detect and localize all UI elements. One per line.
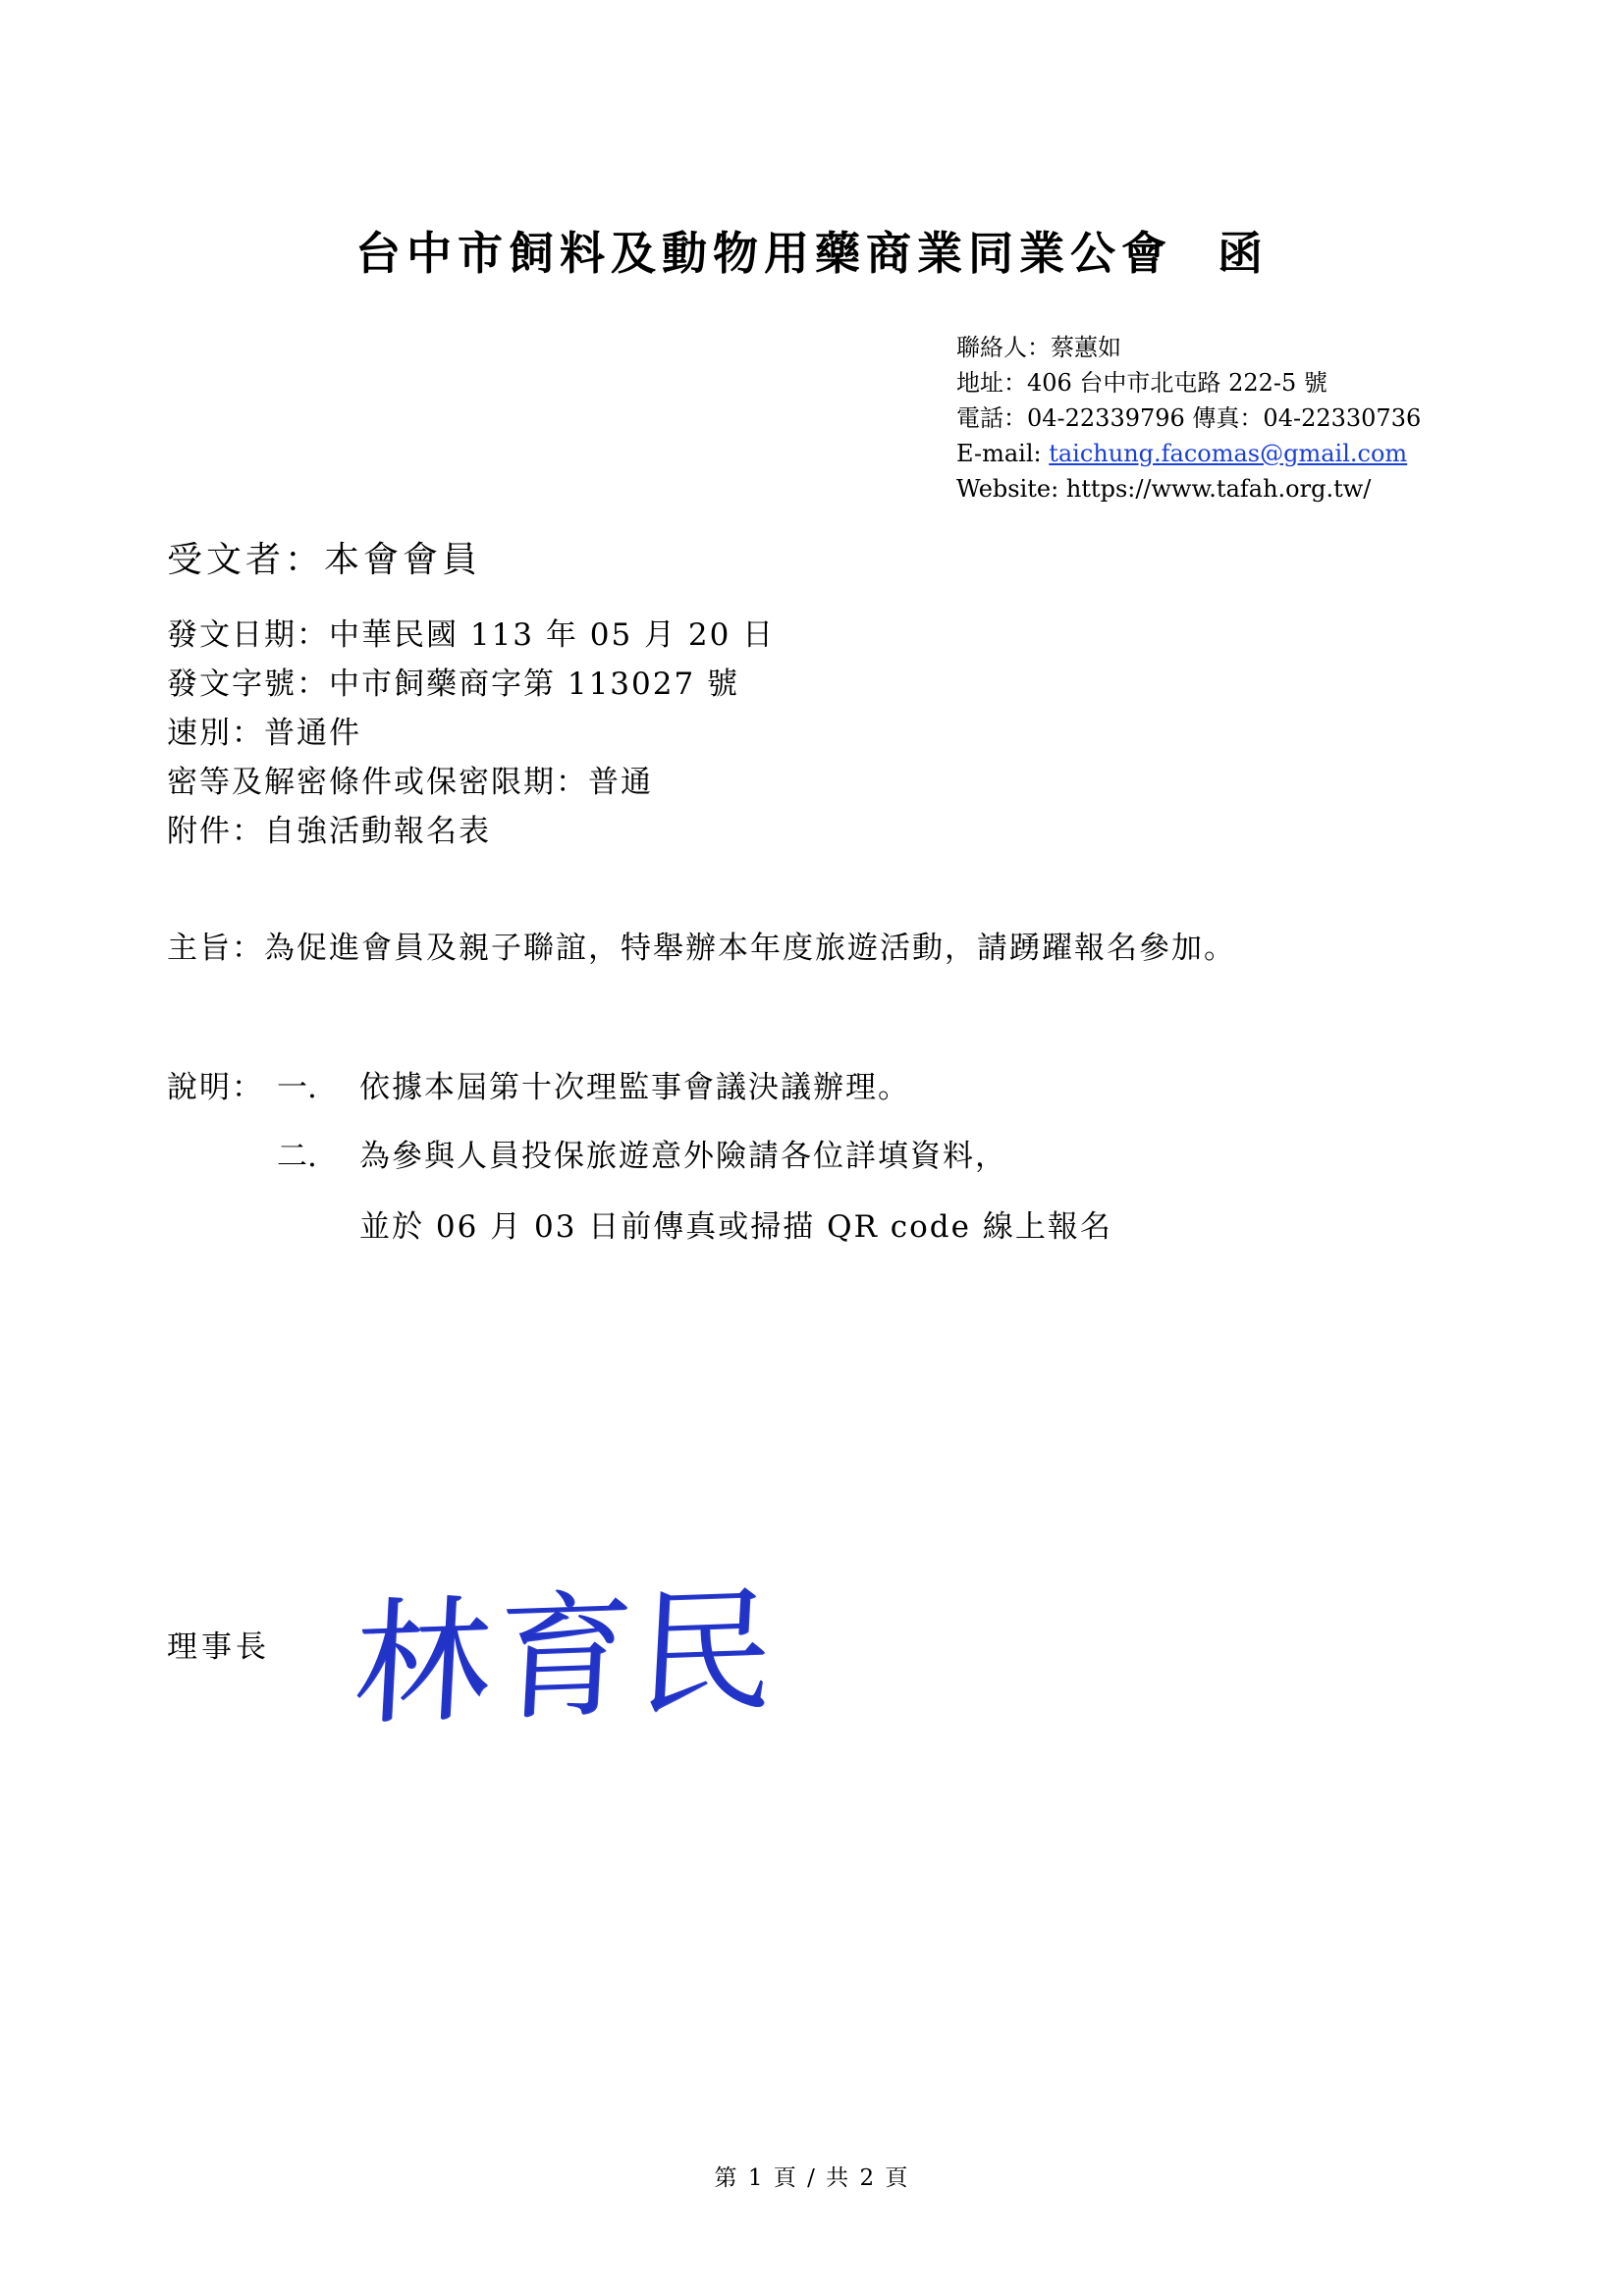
- document-meta: [167, 611, 775, 856]
- contact-phone-fax: 電話：04-22339796 傳真：04-22330736: [956, 404, 1422, 432]
- org-title: 台中市飼料及動物用藥商業同業公會: [355, 227, 1172, 280]
- subject: 主旨：為促進會員及親子聯誼，特舉辦本年度旅遊活動，請踴躍報名參加。: [167, 931, 1236, 966]
- contact-person: 聯絡人：蔡蕙如: [956, 334, 1121, 361]
- recipient: 受文者：本會會員: [167, 540, 482, 580]
- signatory-title: 理事長: [167, 1629, 270, 1665]
- email-link[interactable]: taichung.facomas@gmail.com: [1049, 440, 1408, 467]
- explanation-item-2-text: 為參與人員投保旅遊意外險請各位詳填資料，: [359, 1139, 1007, 1174]
- security-class: 密等及解密條件或保密限期：普通: [167, 765, 653, 800]
- contact-address: 地址：406 台中市北屯路 222-5 號: [956, 369, 1327, 397]
- doc-type: 函: [1218, 227, 1269, 280]
- speed-class: 速別：普通件: [167, 716, 361, 751]
- explanation-item-2-continuation: 並於 06 月 03 日前傳真或掃描 QR code 線上報名: [359, 1209, 1112, 1245]
- contact-block: [956, 330, 1421, 507]
- explanation-item-1-text: 依據本屆第十次理監事會議決議辦理。: [359, 1070, 910, 1105]
- explanation-item-1-marker: 一.: [277, 1070, 317, 1105]
- contact-email-row: [956, 436, 1421, 471]
- page-indicator: 第 1 頁 / 共 2 頁: [714, 2165, 910, 2191]
- doc-number: 發文字號：中市飼藥商字第 113027 號: [167, 667, 740, 702]
- email-label: E-mail:: [956, 440, 1050, 467]
- handwritten-signature: 林育民: [350, 1571, 785, 1744]
- contact-website: Website: https://www.tafah.org.tw/: [956, 475, 1372, 503]
- attachment: 附件：自強活動報名表: [167, 814, 491, 849]
- explanation-item-2-marker: 二.: [277, 1139, 317, 1174]
- explanation-label: 說明：: [167, 1070, 264, 1105]
- document-title: [0, 218, 1624, 283]
- issue-date: 發文日期：中華民國 113 年 05 月 20 日: [167, 617, 776, 653]
